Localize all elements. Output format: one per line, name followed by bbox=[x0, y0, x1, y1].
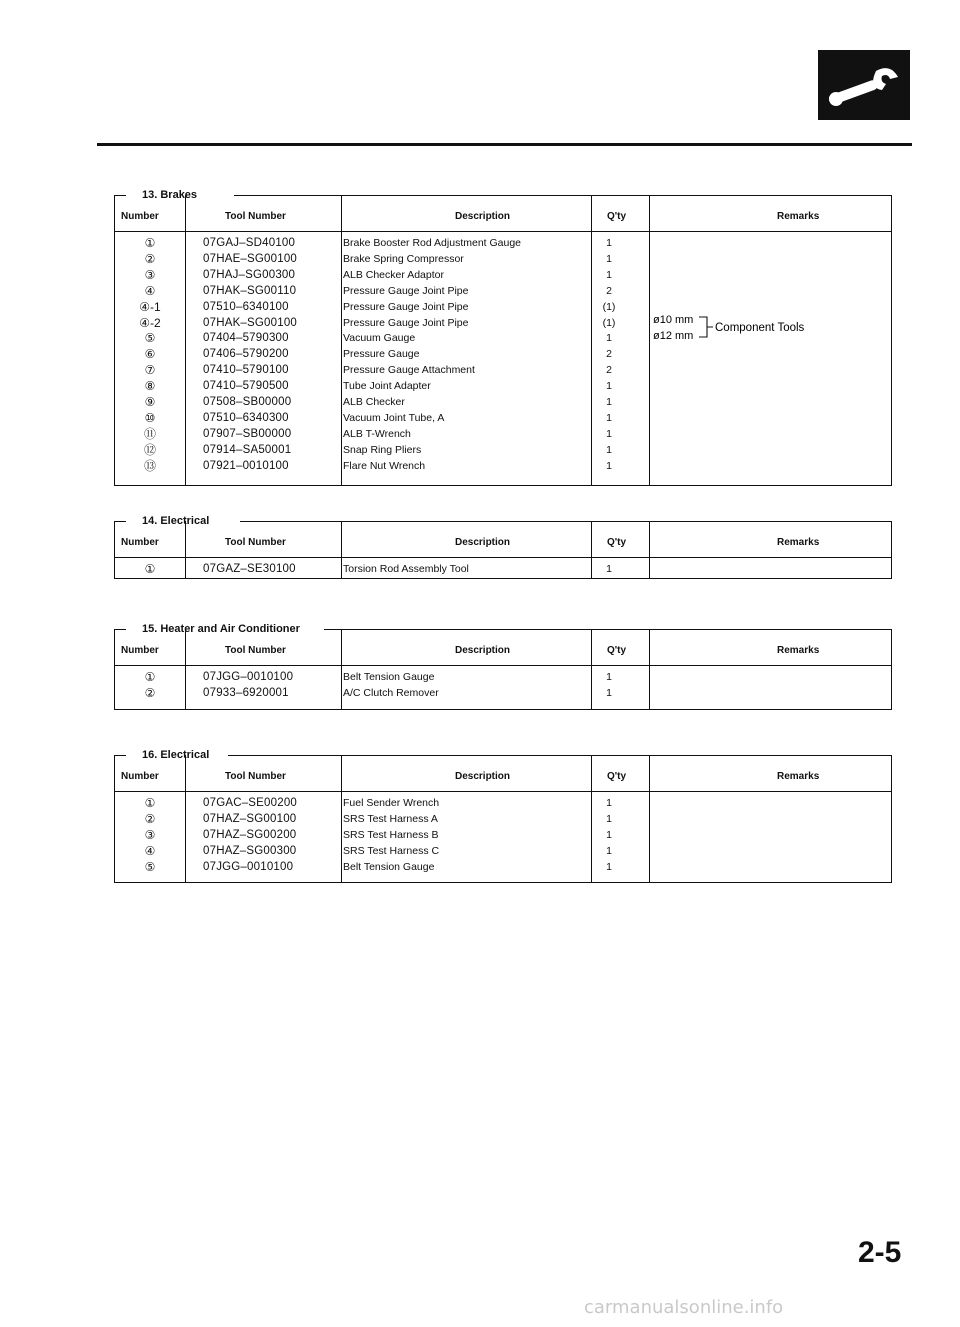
description: Snap Ring Pliers bbox=[343, 443, 422, 456]
tools-table bbox=[114, 755, 892, 883]
description: Pressure Gauge Joint Pipe bbox=[343, 316, 469, 329]
description: ALB Checker Adaptor bbox=[343, 268, 444, 281]
header-number: Number bbox=[121, 537, 159, 548]
description: Vacuum Joint Tube, A bbox=[343, 411, 445, 424]
header-number: Number bbox=[121, 645, 159, 656]
description: ALB Checker bbox=[343, 396, 405, 408]
quantity: 1 bbox=[606, 252, 612, 265]
header-number: Number bbox=[121, 771, 159, 782]
description: SRS Test Harness A bbox=[343, 812, 438, 825]
header-qty: Q'ty bbox=[607, 211, 627, 222]
quantity: 1 bbox=[606, 380, 612, 393]
description: Flare Nut Wrench bbox=[343, 459, 426, 472]
quantity: 1 bbox=[606, 237, 612, 249]
quantity: (1) bbox=[602, 316, 616, 329]
tools-table bbox=[114, 521, 892, 579]
remark-size-1: ø10 mm bbox=[653, 314, 694, 326]
description: Belt Tension Gauge bbox=[343, 860, 435, 873]
tool-number: 07406–5790200 bbox=[203, 348, 289, 361]
row-number: ② bbox=[144, 685, 156, 700]
description: Fuel Sender Wrench bbox=[343, 797, 440, 809]
tool-number: 07914–SA50001 bbox=[203, 443, 292, 456]
quantity: 1 bbox=[606, 844, 612, 857]
quantity: 1 bbox=[606, 411, 612, 424]
quantity: 1 bbox=[606, 332, 612, 345]
row-number: ③ bbox=[144, 827, 156, 842]
description: Vacuum Gauge bbox=[343, 332, 416, 345]
row-number: ⑦ bbox=[144, 363, 156, 378]
row-number: ⑤ bbox=[144, 859, 156, 874]
row-number: ⑥ bbox=[144, 347, 156, 362]
table-header bbox=[115, 755, 891, 792]
row-number: ② bbox=[144, 251, 156, 266]
quantity: 2 bbox=[606, 348, 612, 361]
remark-size-2: ø12 mm bbox=[653, 330, 694, 342]
quantity: 1 bbox=[606, 797, 612, 809]
remarks-component-tools bbox=[653, 311, 893, 348]
header-description: Description bbox=[455, 771, 511, 782]
quantity: 1 bbox=[606, 563, 612, 575]
description: Tube Joint Adapter bbox=[343, 380, 431, 393]
row-number: ① bbox=[144, 670, 156, 684]
description: Pressure Gauge Joint Pipe bbox=[343, 284, 469, 297]
description: Torsion Rod Assembly Tool bbox=[343, 563, 469, 575]
tool-number: 07404–5790300 bbox=[203, 332, 289, 345]
tool-number: 07HAK–SG00110 bbox=[203, 284, 297, 297]
tool-number: 07HAK–SG00100 bbox=[203, 316, 298, 329]
tool-number: 07933–6920001 bbox=[203, 686, 289, 699]
header-tool-number: Tool Number bbox=[225, 771, 286, 782]
row-number: ① bbox=[144, 562, 156, 576]
header-number: Number bbox=[121, 211, 159, 222]
row-number: ⑩ bbox=[144, 410, 156, 425]
row-number: ④ bbox=[144, 283, 156, 298]
header-qty: Q'ty bbox=[607, 537, 627, 548]
tool-number: 07JGG–0010100 bbox=[203, 671, 294, 683]
description: Belt Tension Gauge bbox=[343, 671, 435, 683]
row-number: ⑧ bbox=[144, 379, 156, 394]
quantity: 1 bbox=[606, 671, 612, 683]
watermark: carmanualsonline.info bbox=[584, 1297, 784, 1318]
quantity: 1 bbox=[606, 828, 612, 841]
tool-number: 07HAZ–SG00300 bbox=[203, 844, 297, 857]
header-tool-number: Tool Number bbox=[225, 645, 286, 656]
tool-number: 07JGG–0010100 bbox=[203, 860, 294, 873]
quantity: 1 bbox=[606, 396, 612, 408]
quantity: 1 bbox=[606, 427, 612, 440]
description: Brake Booster Rod Adjustment Gauge bbox=[343, 237, 522, 249]
tools-table bbox=[114, 195, 892, 486]
quantity: 2 bbox=[606, 364, 612, 377]
header-description: Description bbox=[455, 537, 511, 548]
tools-table bbox=[114, 629, 892, 710]
header-remarks: Remarks bbox=[777, 771, 820, 782]
table-header bbox=[115, 629, 891, 666]
row-number: ⑨ bbox=[144, 395, 156, 409]
wrench-icon-graphic bbox=[824, 57, 904, 113]
section-title: 16. Electrical bbox=[142, 749, 210, 761]
header-tool-number: Tool Number bbox=[225, 211, 286, 222]
tool-number: 07921–0010100 bbox=[203, 459, 289, 472]
tool-number: 07GAZ–SE30100 bbox=[203, 563, 296, 575]
row-number: ⑫ bbox=[143, 442, 156, 457]
tool-number: 07HAE–SG00100 bbox=[203, 252, 298, 265]
tool-number: 07510–6340100 bbox=[203, 300, 289, 313]
quantity: 1 bbox=[606, 443, 612, 456]
tool-number: 07HAZ–SG00100 bbox=[203, 812, 297, 825]
quantity: 1 bbox=[606, 268, 612, 281]
row-number: ④-1 bbox=[139, 299, 161, 314]
description: Pressure Gauge Attachment bbox=[343, 364, 475, 377]
table-header bbox=[115, 521, 891, 558]
section-title: 15. Heater and Air Conditioner bbox=[142, 623, 300, 635]
header-rule bbox=[97, 143, 912, 146]
quantity: 1 bbox=[606, 812, 612, 825]
tool-number: 07907–SB00000 bbox=[203, 427, 292, 440]
header-remarks: Remarks bbox=[777, 537, 820, 548]
tool-number: 07GAC–SE00200 bbox=[203, 797, 298, 809]
header-description: Description bbox=[455, 211, 511, 222]
description: SRS Test Harness C bbox=[343, 844, 440, 857]
remark-label: Component Tools bbox=[715, 322, 805, 334]
description: Pressure Gauge Joint Pipe bbox=[343, 300, 469, 313]
quantity: (1) bbox=[602, 300, 616, 313]
header-tool-number: Tool Number bbox=[225, 537, 286, 548]
row-number: ⑪ bbox=[143, 426, 156, 441]
row-number: ④ bbox=[144, 843, 156, 858]
row-number: ④-2 bbox=[139, 315, 161, 330]
quantity: 1 bbox=[606, 860, 612, 873]
header-qty: Q'ty bbox=[607, 771, 627, 782]
section-title: 14. Electrical bbox=[142, 515, 210, 527]
tool-number: 07HAJ–SG00300 bbox=[203, 268, 296, 281]
description: A/C Clutch Remover bbox=[343, 686, 439, 699]
section-title: 13. Brakes bbox=[142, 189, 198, 201]
tool-number: 07HAZ–SG00200 bbox=[203, 828, 297, 841]
table-header bbox=[115, 195, 891, 232]
row-number: ① bbox=[144, 796, 156, 810]
wrench-icon bbox=[818, 50, 910, 120]
header-remarks: Remarks bbox=[777, 645, 820, 656]
tool-number: 07510–6340300 bbox=[203, 411, 289, 424]
bracket-icon bbox=[653, 311, 893, 345]
header-description: Description bbox=[455, 645, 511, 656]
row-number: ⑤ bbox=[144, 331, 156, 346]
tool-number: 07410–5790500 bbox=[203, 380, 289, 393]
tool-number: 07508–SB00000 bbox=[203, 396, 292, 408]
description: Brake Spring Compressor bbox=[343, 252, 464, 265]
quantity: 2 bbox=[606, 284, 612, 297]
tool-number: 07410–5790100 bbox=[203, 364, 289, 377]
quantity: 1 bbox=[606, 686, 612, 699]
row-number: ③ bbox=[144, 267, 156, 282]
description: Pressure Gauge bbox=[343, 348, 420, 361]
header-remarks: Remarks bbox=[777, 211, 820, 222]
row-number: ① bbox=[144, 236, 156, 250]
row-number: ② bbox=[144, 811, 156, 826]
header-qty: Q'ty bbox=[607, 645, 627, 656]
row-number: ⑬ bbox=[143, 458, 156, 473]
page-number: 2-5 bbox=[858, 1236, 902, 1269]
description: ALB T-Wrench bbox=[343, 427, 411, 440]
description: SRS Test Harness B bbox=[343, 828, 439, 841]
quantity: 1 bbox=[606, 459, 612, 472]
tool-number: 07GAJ–SD40100 bbox=[203, 237, 296, 249]
